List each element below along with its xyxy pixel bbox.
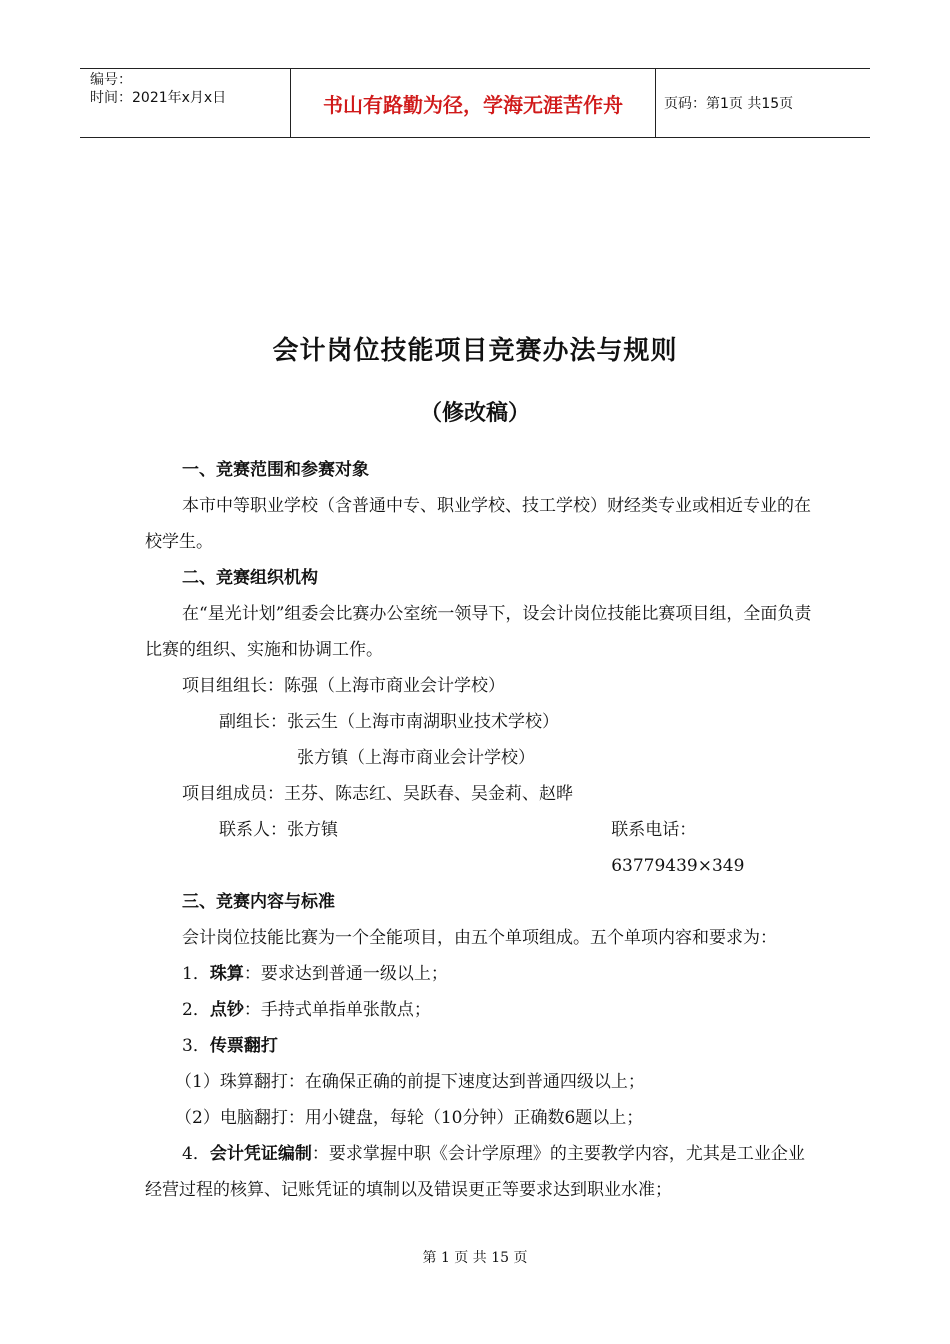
item-label: 会计凭证编制 <box>209 1144 312 1164</box>
document-date: 时间：2021年x月x日 <box>90 90 227 106</box>
item-text: ：手持式单指单张散点； <box>243 1000 431 1020</box>
document-body <box>145 452 815 1208</box>
vice-leader-2: 张方镇（上海市商业会计学校） <box>297 748 535 768</box>
list-item-3-sub-2: （2）电脑翻打：用小键盘，每轮（10分钟）正确数6题以上； <box>175 1108 644 1128</box>
page-footer: 第 1 页 共 15 页 <box>422 1250 528 1266</box>
section-3-heading: 三、竞赛内容与标准 <box>182 892 335 912</box>
section-1-heading: 一、竞赛范围和参赛对象 <box>182 460 369 480</box>
contact-phone: 联系电话：63779439×349 <box>611 820 745 876</box>
header-meta <box>80 69 291 137</box>
section-2-paragraph: 在“星光计划”组委会比赛办公室统一领导下，设会计岗位技能比赛项目组，全面负责比赛的组织、实施和协调工作。 <box>145 604 812 660</box>
item-number: 1． <box>182 964 210 984</box>
item-label: 珠算 <box>209 964 244 984</box>
item-text: ：要求掌握中职《会计学原理》的主要教学内容，尤其是工业企业经营过程的核算、记账凭证的填制以及错误更正等要求达到职业水准； <box>145 1144 805 1200</box>
header-motto: 书山有路勤为径，学海无涯苦作舟 <box>291 69 656 137</box>
list-item-3-sub-1: （1）珠算翻打：在确保正确的前提下速度达到普通四级以上； <box>175 1072 645 1092</box>
document-subtitle: （修改稿） <box>419 400 530 426</box>
item-number: 2． <box>182 1000 210 1020</box>
page-header <box>80 68 870 138</box>
list-item-1 <box>145 956 815 992</box>
contact-row <box>145 812 815 884</box>
item-text: ：要求达到普通一级以上； <box>243 964 448 984</box>
section-2-heading: 二、竞赛组织机构 <box>182 568 318 588</box>
list-item-3 <box>145 1028 815 1064</box>
contact-person: 联系人：张方镇 <box>219 820 338 840</box>
item-number: 4． <box>182 1144 210 1164</box>
section-3-paragraph: 会计岗位技能比赛为一个全能项目，由五个单项组成。五个单项内容和要求为： <box>182 928 777 948</box>
header-page-info: 页码：第1页 共15页 <box>664 96 794 112</box>
list-item-2 <box>145 992 815 1028</box>
vice-leader-1: 副组长：张云生（上海市南湖职业技术学校） <box>219 712 559 732</box>
document-number-label: 编号： <box>90 72 132 88</box>
project-leader: 项目组组长：陈强（上海市商业会计学校） <box>182 676 505 696</box>
item-number: 3． <box>182 1036 210 1056</box>
section-1-paragraph: 本市中等职业学校（含普通中专、职业学校、技工学校）财经类专业或相近专业的在校学生。 <box>145 496 811 552</box>
project-members: 项目组成员：王芬、陈志红、吴跃春、吴金莉、赵晔 <box>182 784 573 804</box>
document-title: 会计岗位技能项目竞赛办法与规则 <box>272 336 678 366</box>
list-item-4 <box>145 1136 815 1208</box>
item-label: 传票翻打 <box>209 1036 278 1056</box>
item-label: 点钞 <box>209 1000 244 1020</box>
